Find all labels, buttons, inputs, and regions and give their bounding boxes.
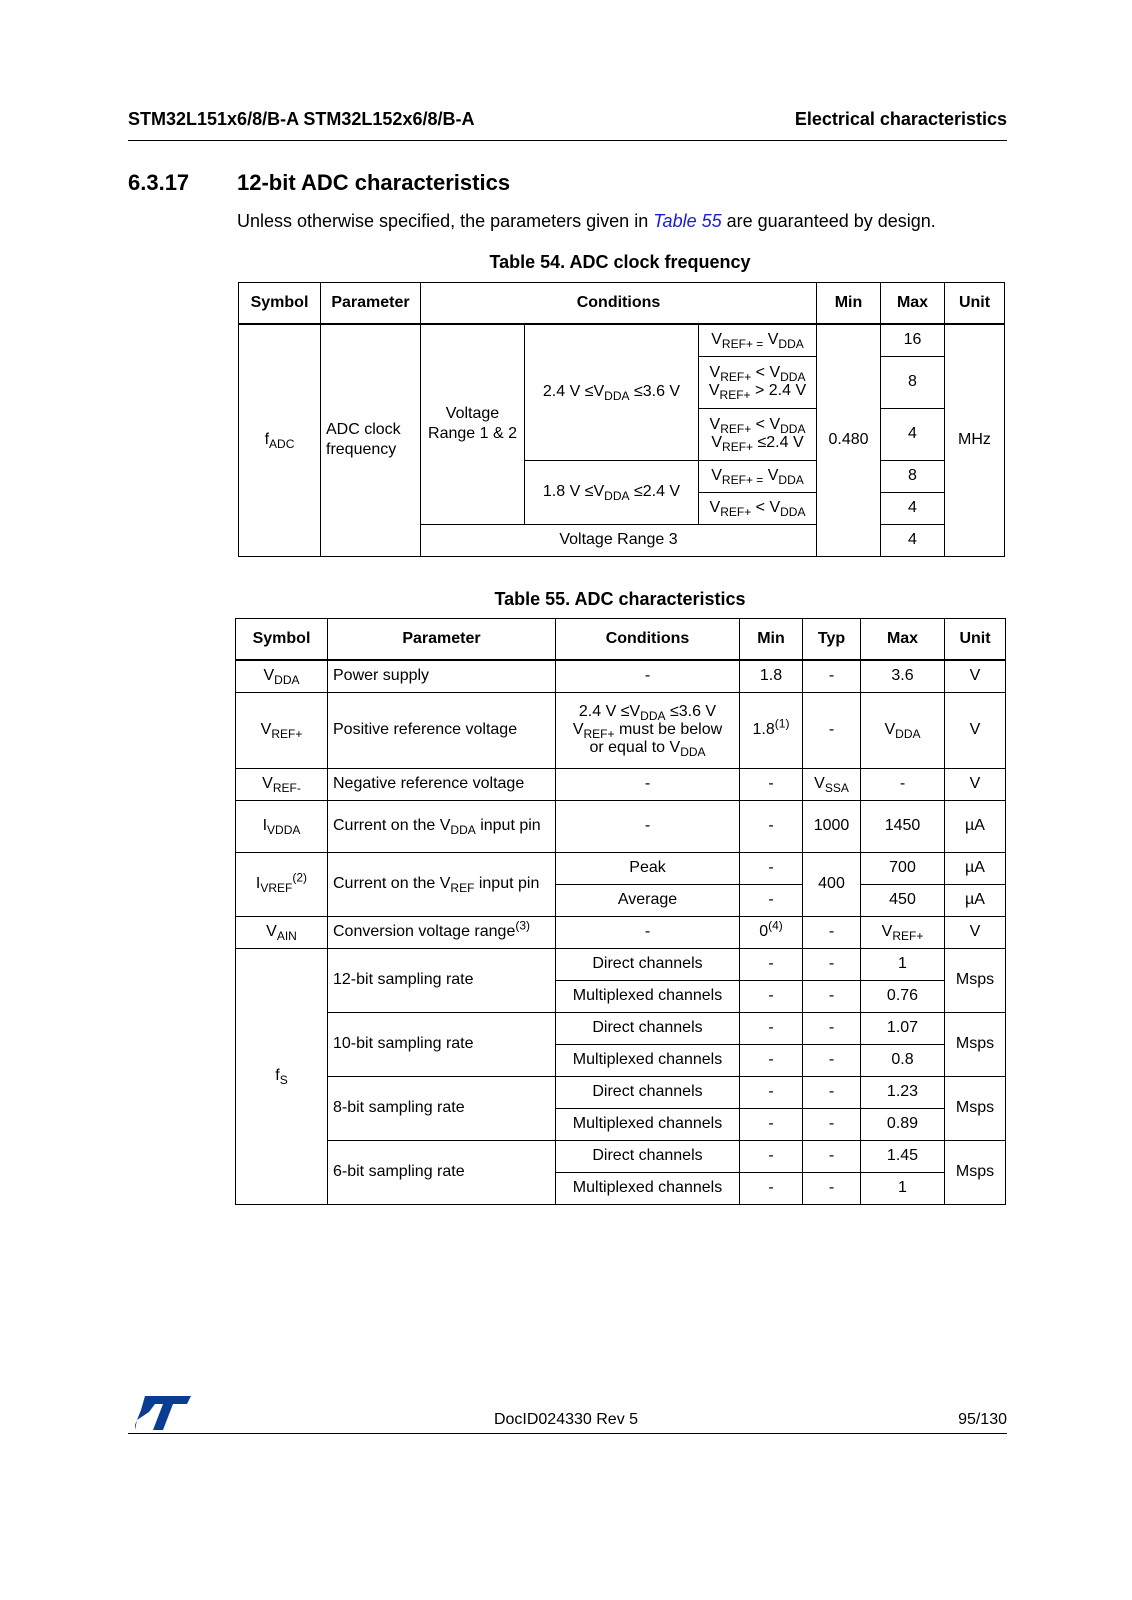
section-number: 6.3.17 bbox=[128, 170, 190, 195]
header-unit: Unit bbox=[945, 283, 1005, 325]
conditions-cell: - bbox=[556, 768, 740, 800]
max-cell: 0.76 bbox=[861, 980, 945, 1012]
table-row-fs bbox=[236, 1012, 1006, 1044]
intro-text-pre: Unless otherwise specified, the parameters given in bbox=[237, 211, 654, 231]
typ-cell: - bbox=[803, 916, 861, 948]
max-cell: 1.45 bbox=[861, 1140, 945, 1172]
min-cell: - bbox=[740, 1108, 803, 1140]
parameter-cell: Power supply bbox=[328, 660, 556, 692]
unit-cell: µA bbox=[945, 852, 1006, 884]
typ-cell: - bbox=[803, 692, 861, 768]
parameter-cell: Negative reference voltage bbox=[328, 768, 556, 800]
condition-vdda-high: 2.4 $V \le V_{DDA} \le 3.6$ V bbox=[525, 324, 699, 460]
table-header-row bbox=[239, 283, 1005, 325]
adc-characteristics-table bbox=[235, 618, 1006, 1205]
table-55-caption: Table 55. ADC characteristics bbox=[494, 589, 746, 609]
header-conditions: Conditions bbox=[556, 619, 740, 661]
parameter-cell: Current on the $V_{REF}$ input pin bbox=[328, 852, 556, 916]
unit-cell: µA bbox=[945, 800, 1006, 852]
unit-cell: Msps bbox=[945, 1012, 1006, 1076]
symbol-fs: $f_S$ bbox=[236, 948, 328, 1204]
header-symbol: Symbol bbox=[239, 283, 321, 325]
unit-cell: µA bbox=[945, 884, 1006, 916]
parameter-cell: 6-bit sampling rate bbox=[328, 1140, 556, 1204]
typ-cell: - bbox=[803, 660, 861, 692]
footer-page-number: 95/130 bbox=[958, 1411, 1007, 1428]
max-cell: 1.23 bbox=[861, 1076, 945, 1108]
max-value: 4 bbox=[881, 524, 945, 556]
min-cell: - bbox=[740, 852, 803, 884]
conditions-cell: Direct channels bbox=[556, 1076, 740, 1108]
footer-doc-id: DocID024330 Rev 5 bbox=[493, 1411, 639, 1428]
conditions-cell: Multiplexed channels bbox=[556, 1108, 740, 1140]
typ-cell: - bbox=[803, 1140, 861, 1172]
unit-cell: Msps bbox=[945, 948, 1006, 1012]
min-cell: - bbox=[740, 1140, 803, 1172]
typ-cell: 1000 bbox=[803, 800, 861, 852]
footer-rule bbox=[128, 1433, 1007, 1434]
parameter-adc-clock: ADC clock frequency bbox=[321, 324, 421, 556]
conditions-cell: Direct channels bbox=[556, 1012, 740, 1044]
max-cell: - bbox=[861, 768, 945, 800]
condition-vref-lt-vdda-gt: $V_{REF+} < V_{DDA}$ $V_{REF+} > 2.4$ V bbox=[699, 356, 817, 408]
header-max: Max bbox=[881, 283, 945, 325]
max-cell: 0.89 bbox=[861, 1108, 945, 1140]
parameter-cell: 12-bit sampling rate bbox=[328, 948, 556, 1012]
typ-cell: - bbox=[803, 980, 861, 1012]
parameter-cell: Conversion voltage range$^{(3)}$ bbox=[328, 916, 556, 948]
max-value: 16 bbox=[881, 324, 945, 356]
table-row-vdda bbox=[236, 660, 1006, 692]
header-parameter: Parameter bbox=[328, 619, 556, 661]
unit-cell: V bbox=[945, 916, 1006, 948]
unit-cell: V bbox=[945, 692, 1006, 768]
condition-vref-lt-vdda: $V_{REF+} < V_{DDA}$ bbox=[699, 492, 817, 524]
symbol-vdda: $V_{DDA}$ bbox=[236, 660, 328, 692]
min-cell: - bbox=[740, 1076, 803, 1108]
unit-cell: Msps bbox=[945, 1076, 1006, 1140]
max-cell: $V_{REF+}$ bbox=[861, 916, 945, 948]
condition-vref-lt-vdda-le: $V_{REF+} < V_{DDA}$ $V_{REF+} \le 2.4$ V bbox=[699, 408, 817, 460]
table-row-ivref bbox=[236, 852, 1006, 884]
typ-cell: - bbox=[803, 1012, 861, 1044]
min-cell: - bbox=[740, 1012, 803, 1044]
table-55-link[interactable]: Table 55 bbox=[653, 211, 722, 231]
max-cell: 1 bbox=[861, 1172, 945, 1204]
min-cell: - bbox=[740, 1044, 803, 1076]
header-rule bbox=[128, 140, 1007, 141]
conditions-cell: Multiplexed channels bbox=[556, 1044, 740, 1076]
conditions-cell: Direct channels bbox=[556, 948, 740, 980]
max-cell: 3.6 bbox=[861, 660, 945, 692]
unit-cell: Msps bbox=[945, 1140, 1006, 1204]
symbol-ivdda: $I_{VDDA}$ bbox=[236, 800, 328, 852]
conditions-cell: Direct channels bbox=[556, 1140, 740, 1172]
condition-vref-eq-vdda: $V_{REF+ =}$ $V_{DDA}$ bbox=[699, 324, 817, 356]
table-row-fs bbox=[236, 1076, 1006, 1108]
table-row-fs bbox=[236, 948, 1006, 980]
min-cell: - bbox=[740, 768, 803, 800]
header-conditions: Conditions bbox=[421, 283, 817, 325]
typ-cell: - bbox=[803, 1076, 861, 1108]
intro-text-post: are guaranteed by design. bbox=[721, 211, 936, 231]
conditions-cell: Peak bbox=[556, 852, 740, 884]
max-cell: 0.8 bbox=[861, 1044, 945, 1076]
intro-paragraph bbox=[237, 211, 936, 232]
min-cell: - bbox=[740, 800, 803, 852]
conditions-cell: Multiplexed channels bbox=[556, 980, 740, 1012]
typ-cell: - bbox=[803, 1044, 861, 1076]
conditions-cell: - bbox=[556, 660, 740, 692]
max-value: 4 bbox=[881, 408, 945, 460]
table-row bbox=[239, 324, 1005, 356]
max-cell: 1450 bbox=[861, 800, 945, 852]
header-max: Max bbox=[861, 619, 945, 661]
min-cell: 0$^{(4)}$ bbox=[740, 916, 803, 948]
max-value: 8 bbox=[881, 356, 945, 408]
condition-voltage-range-3: Voltage Range 3 bbox=[421, 524, 817, 556]
condition-voltage-range-1-2: Voltage Range 1 & 2 bbox=[421, 324, 525, 524]
unit-cell: V bbox=[945, 660, 1006, 692]
condition-vref-eq-vdda: $V_{REF+ =}$ $V_{DDA}$ bbox=[699, 460, 817, 492]
max-value: 8 bbox=[881, 460, 945, 492]
parameter-cell: 8-bit sampling rate bbox=[328, 1076, 556, 1140]
typ-cell: - bbox=[803, 1172, 861, 1204]
min-cell: - bbox=[740, 948, 803, 980]
typ-cell: $V_{SSA}$ bbox=[803, 768, 861, 800]
typ-cell: 400 bbox=[803, 852, 861, 916]
section-title: 12-bit ADC characteristics bbox=[237, 170, 511, 195]
max-cell: 1.07 bbox=[861, 1012, 945, 1044]
max-cell: 700 bbox=[861, 852, 945, 884]
symbol-fadc: $f_{ADC}$ bbox=[239, 324, 321, 556]
header-min: Min bbox=[740, 619, 803, 661]
min-value: 0.480 bbox=[817, 324, 881, 556]
condition-vdda-low: 1.8 $V \le V_{DDA} \le 2.4$ V bbox=[525, 460, 699, 524]
table-row-fs bbox=[236, 1140, 1006, 1172]
table-row-ivdda bbox=[236, 800, 1006, 852]
conditions-cell: - bbox=[556, 916, 740, 948]
table-row-vain bbox=[236, 916, 1006, 948]
running-header-right: Electrical characteristics bbox=[794, 109, 1007, 129]
running-header-left: STM32L151x6/8/B-A STM32L152x6/8/B-A bbox=[128, 109, 475, 129]
table-row-vref-minus bbox=[236, 768, 1006, 800]
max-cell: 1 bbox=[861, 948, 945, 980]
conditions-cell: Average bbox=[556, 884, 740, 916]
header-symbol: Symbol bbox=[236, 619, 328, 661]
min-cell: 1.8 bbox=[740, 660, 803, 692]
max-value: 4 bbox=[881, 492, 945, 524]
min-cell: - bbox=[740, 1172, 803, 1204]
conditions-cell: - bbox=[556, 800, 740, 852]
symbol-ivref: $I_{VREF}^{(2)}$ bbox=[236, 852, 328, 916]
table-row-vref-plus bbox=[236, 692, 1006, 768]
max-cell: 450 bbox=[861, 884, 945, 916]
conditions-cell: Multiplexed channels bbox=[556, 1172, 740, 1204]
header-unit: Unit bbox=[945, 619, 1006, 661]
typ-cell: - bbox=[803, 948, 861, 980]
conditions-cell: 2.4 $V \le V_{DDA} \le 3.6$ V $V_{REF+}$ must be below or equal to $V_{DDA}$ bbox=[556, 692, 740, 768]
parameter-cell: Positive reference voltage bbox=[328, 692, 556, 768]
typ-cell: - bbox=[803, 1108, 861, 1140]
adc-clock-frequency-table bbox=[238, 282, 1005, 557]
table-header-row bbox=[236, 619, 1006, 661]
min-cell: - bbox=[740, 980, 803, 1012]
table-54-caption: Table 54. ADC clock frequency bbox=[489, 252, 751, 272]
symbol-vref-plus: $V_{REF+}$ bbox=[236, 692, 328, 768]
unit-value: MHz bbox=[945, 324, 1005, 556]
header-typ: Typ bbox=[803, 619, 861, 661]
max-cell: $V_{DDA}$ bbox=[861, 692, 945, 768]
min-cell: - bbox=[740, 884, 803, 916]
min-cell: 1.8$^{(1)}$ bbox=[740, 692, 803, 768]
symbol-vain: $V_{AIN}$ bbox=[236, 916, 328, 948]
parameter-cell: 10-bit sampling rate bbox=[328, 1012, 556, 1076]
header-min: Min bbox=[817, 283, 881, 325]
symbol-vref-minus: $V_{REF-}$ bbox=[236, 768, 328, 800]
unit-cell: V bbox=[945, 768, 1006, 800]
header-parameter: Parameter bbox=[321, 283, 421, 325]
parameter-cell: Current on the $V_{DDA}$ input pin bbox=[328, 800, 556, 852]
